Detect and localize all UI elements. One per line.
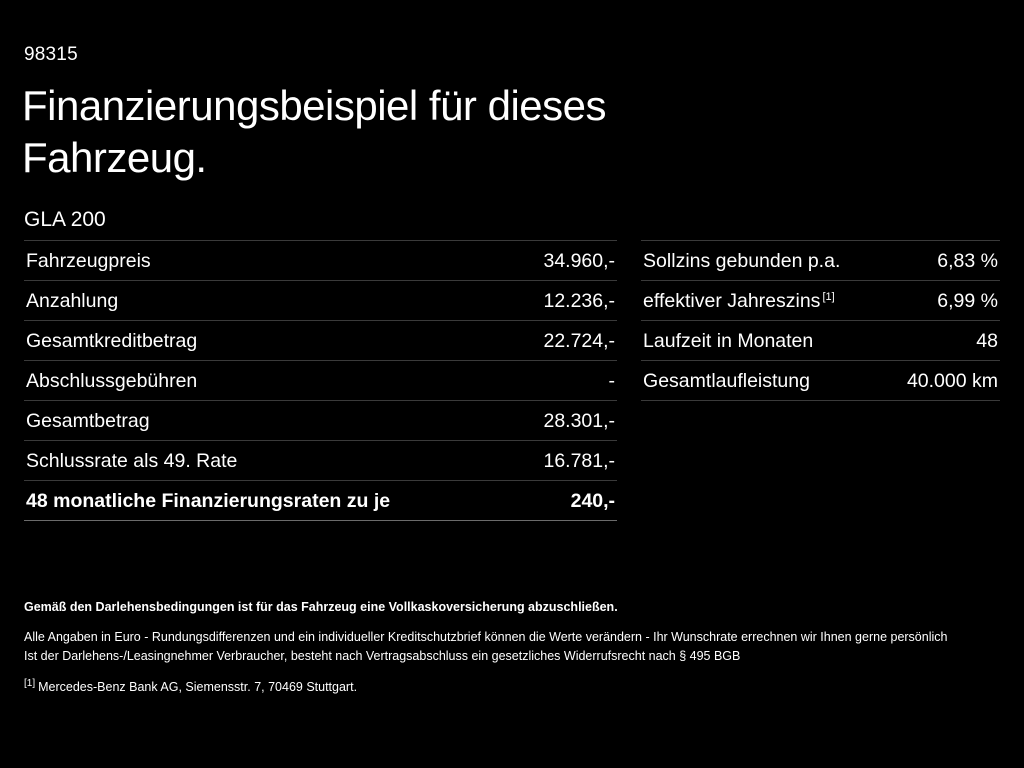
table-row xyxy=(641,361,1000,401)
row-value: 6,83 % xyxy=(885,241,1000,281)
row-label-text: Sollzins gebunden p.a. xyxy=(643,250,841,272)
row-label xyxy=(641,241,885,281)
footnote-marker: [1] xyxy=(24,677,36,689)
footnote-marker: [1] xyxy=(822,290,835,303)
row-value: 16.781,- xyxy=(516,441,617,481)
row-value: 34.960,- xyxy=(516,241,617,281)
row-value: 22.724,- xyxy=(516,321,617,361)
reference-number: 98315 xyxy=(24,44,78,65)
table-row xyxy=(24,241,617,281)
row-value: 240,- xyxy=(516,481,617,521)
row-label: Gesamtbetrag xyxy=(24,401,516,441)
general-note-line-1: Alle Angaben in Euro - Rundungsdifferenzen und ein individueller Kreditschutzbrief können die Werte verändern - Ihr Wunschrate errechnen wir Ihnen gerne persönlich xyxy=(24,630,948,644)
row-label xyxy=(641,361,885,401)
table-row xyxy=(641,281,1000,321)
footnote-text: Mercedes-Benz Bank AG, Siemensstr. 7, 70469 Stuttgart. xyxy=(38,680,358,694)
general-note-line-2: Ist der Darlehens-/Leasingnehmer Verbraucher, besteht nach Vertragsabschluss ein gesetzliches Widerrufsrecht nach § 495 BGB xyxy=(24,649,741,663)
row-value: - xyxy=(516,361,617,401)
footnotes-section xyxy=(24,598,1000,697)
table-row xyxy=(24,401,617,441)
row-label xyxy=(641,281,885,321)
row-label-text: Laufzeit in Monaten xyxy=(643,330,814,352)
row-label: Abschlussgebühren xyxy=(24,361,516,401)
table-row xyxy=(24,281,617,321)
row-value: 12.236,- xyxy=(516,281,617,321)
cost-breakdown-table xyxy=(24,240,617,521)
table-row xyxy=(24,321,617,361)
table-row xyxy=(641,321,1000,361)
row-label-text: effektiver Jahreszins xyxy=(643,290,821,312)
row-value: 28.301,- xyxy=(516,401,617,441)
row-value: 48 xyxy=(885,321,1000,361)
row-label: Anzahlung xyxy=(24,281,516,321)
row-label: Gesamtkreditbetrag xyxy=(24,321,516,361)
table-row xyxy=(24,361,617,401)
row-value: 6,99 % xyxy=(885,281,1000,321)
row-value: 40.000 km xyxy=(885,361,1000,401)
finance-table-left-column xyxy=(24,240,617,521)
row-label-text: Gesamtlaufleistung xyxy=(643,370,810,392)
finance-table-right-column xyxy=(641,240,1000,521)
row-label: 48 monatliche Finanzierungsraten zu je xyxy=(24,481,516,521)
vehicle-model-label: GLA 200 xyxy=(24,208,106,231)
row-label: Fahrzeugpreis xyxy=(24,241,516,281)
table-row xyxy=(24,441,617,481)
page-title: Finanzierungsbeispiel für dieses Fahrzeug. xyxy=(22,82,606,181)
table-row xyxy=(641,241,1000,281)
terms-table xyxy=(641,240,1000,401)
row-label: Schlussrate als 49. Rate xyxy=(24,441,516,481)
table-row-monthly-rate xyxy=(24,481,617,521)
bank-footnote xyxy=(24,678,1000,697)
insurance-note: Gemäß den Darlehensbedingungen ist für das Fahrzeug eine Vollkaskoversicherung abzuschließen. xyxy=(24,600,618,614)
finance-tables xyxy=(24,240,1000,521)
row-label xyxy=(641,321,885,361)
